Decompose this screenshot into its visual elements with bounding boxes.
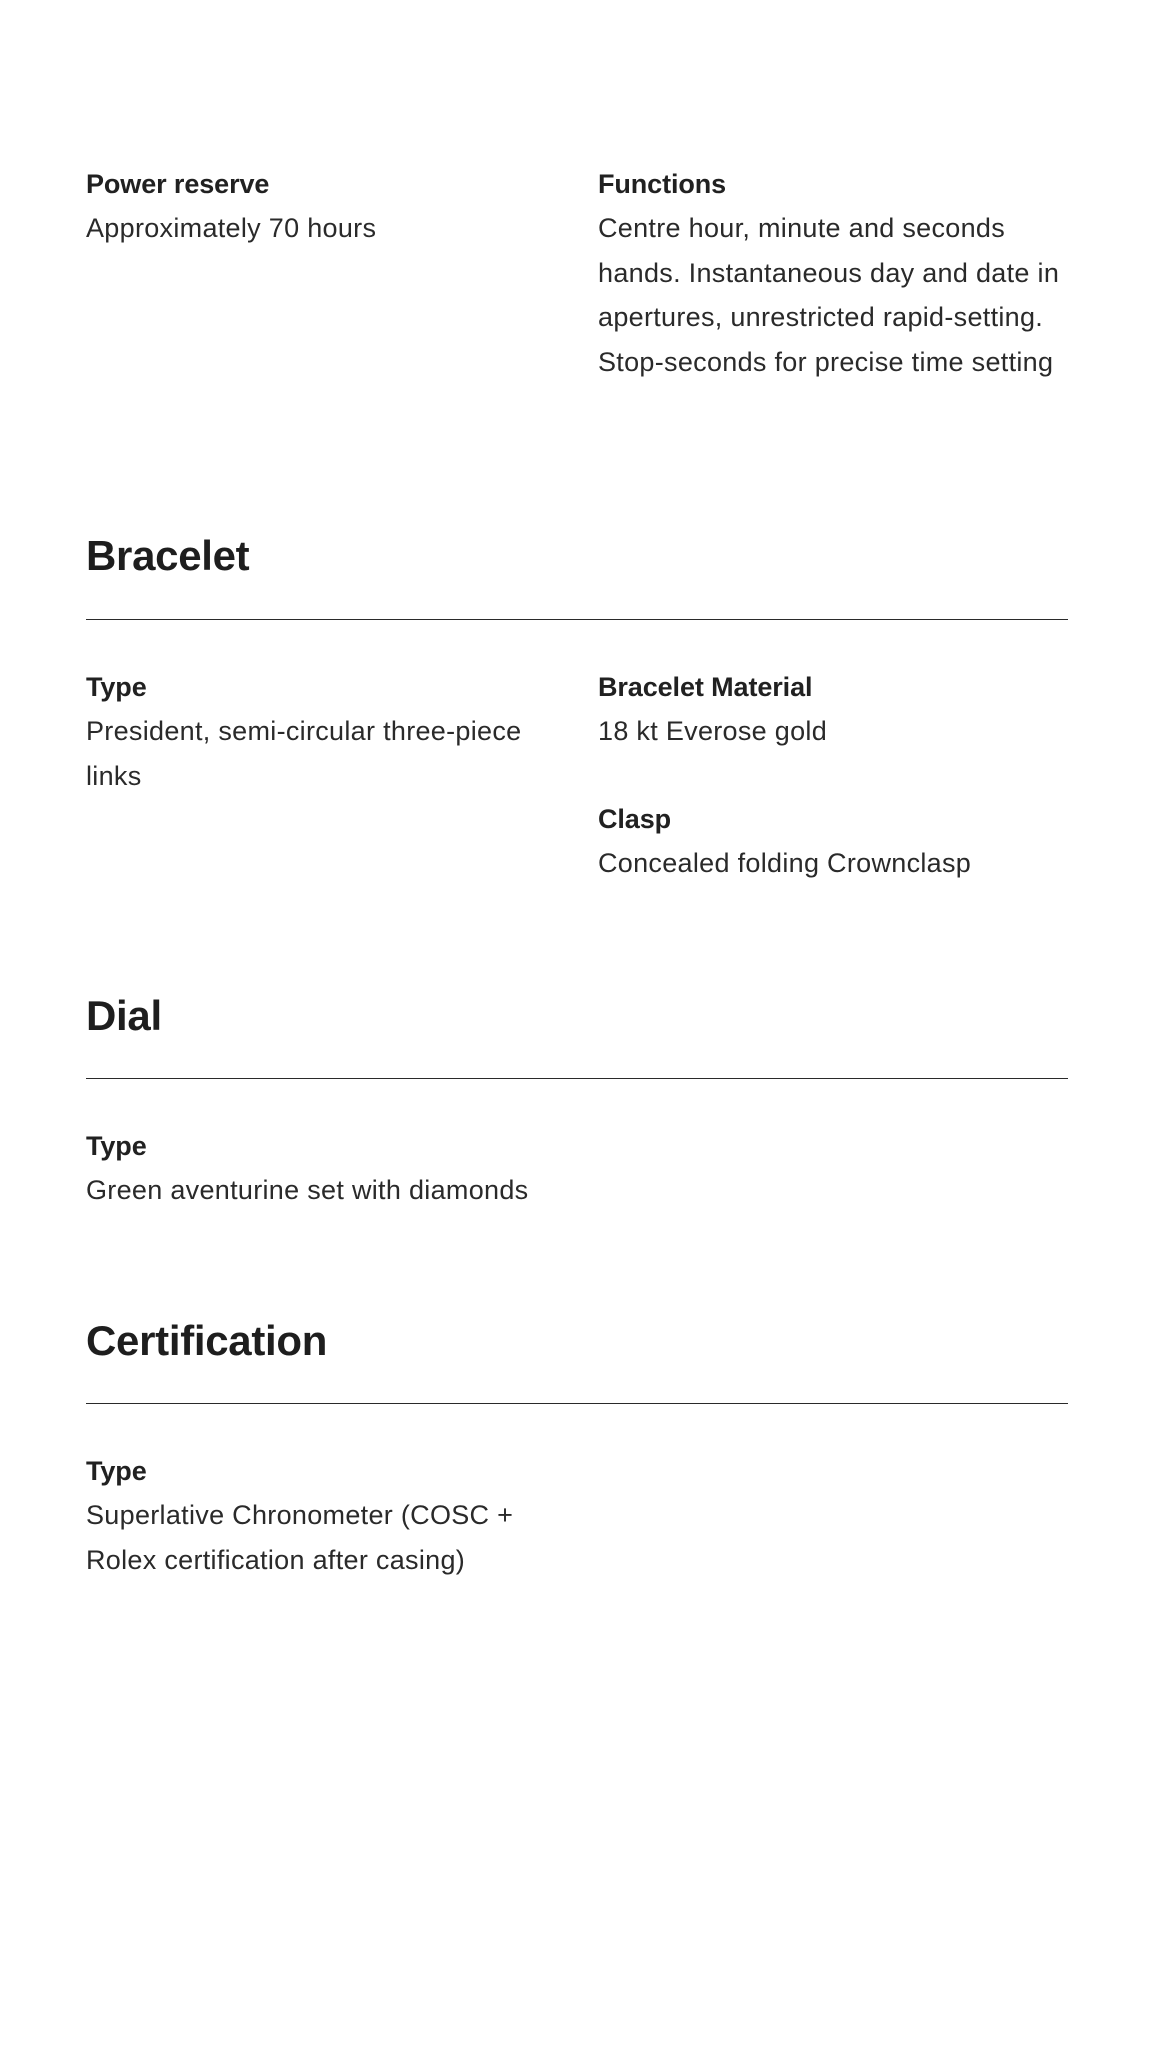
dial-specs-grid bbox=[86, 1124, 1068, 1213]
bracelet-type-spec bbox=[86, 665, 566, 798]
power-reserve-value: Approximately 70 hours bbox=[86, 213, 377, 243]
dial-left-column bbox=[86, 1124, 566, 1213]
functions-value: Centre hour, minute and seconds hands. Instantaneous day and date in apertures, unrestricted rapid-setting. Stop-seconds for precise time setting bbox=[598, 213, 1060, 377]
dial-type-spec bbox=[86, 1124, 566, 1213]
power-reserve-label: Power reserve bbox=[86, 169, 270, 199]
movement-left-column bbox=[86, 162, 566, 384]
bracelet-material-spec bbox=[598, 665, 1068, 754]
bracelet-material-value: 18 kt Everose gold bbox=[598, 716, 828, 746]
certification-type-value: Superlative Chronometer (COSC + Rolex certification after casing) bbox=[86, 1500, 514, 1575]
bracelet-type-value: President, semi-circular three-piece links bbox=[86, 716, 522, 791]
dial-section-title: Dial bbox=[86, 992, 162, 1039]
clasp-label: Clasp bbox=[598, 803, 672, 834]
movement-right-column bbox=[598, 162, 1068, 384]
certification-left-column bbox=[86, 1449, 566, 1582]
dial-type-value: Green aventurine set with diamonds bbox=[86, 1175, 529, 1205]
power-reserve-spec bbox=[86, 162, 566, 251]
dial-divider bbox=[86, 1078, 1068, 1079]
bracelet-divider bbox=[86, 619, 1068, 620]
certification-type-label: Type bbox=[86, 1456, 147, 1486]
functions-label: Functions bbox=[598, 169, 727, 199]
certification-divider bbox=[86, 1403, 1068, 1404]
clasp-value: Concealed folding Crownclasp bbox=[598, 847, 972, 878]
certification-specs-grid bbox=[86, 1449, 1068, 1582]
bracelet-section-title: Bracelet bbox=[86, 532, 250, 579]
bracelet-right-column bbox=[598, 665, 1068, 885]
certification-type-spec bbox=[86, 1449, 566, 1582]
movement-specs-grid bbox=[86, 162, 1068, 384]
functions-spec bbox=[598, 162, 1068, 384]
clasp-spec bbox=[598, 797, 1068, 886]
dial-type-label: Type bbox=[86, 1131, 147, 1161]
bracelet-left-column bbox=[86, 665, 566, 885]
bracelet-type-label: Type bbox=[86, 672, 147, 702]
certification-section-title: Certification bbox=[86, 1317, 328, 1364]
bracelet-specs-grid bbox=[86, 665, 1068, 885]
bracelet-material-label: Bracelet Material bbox=[598, 672, 813, 702]
